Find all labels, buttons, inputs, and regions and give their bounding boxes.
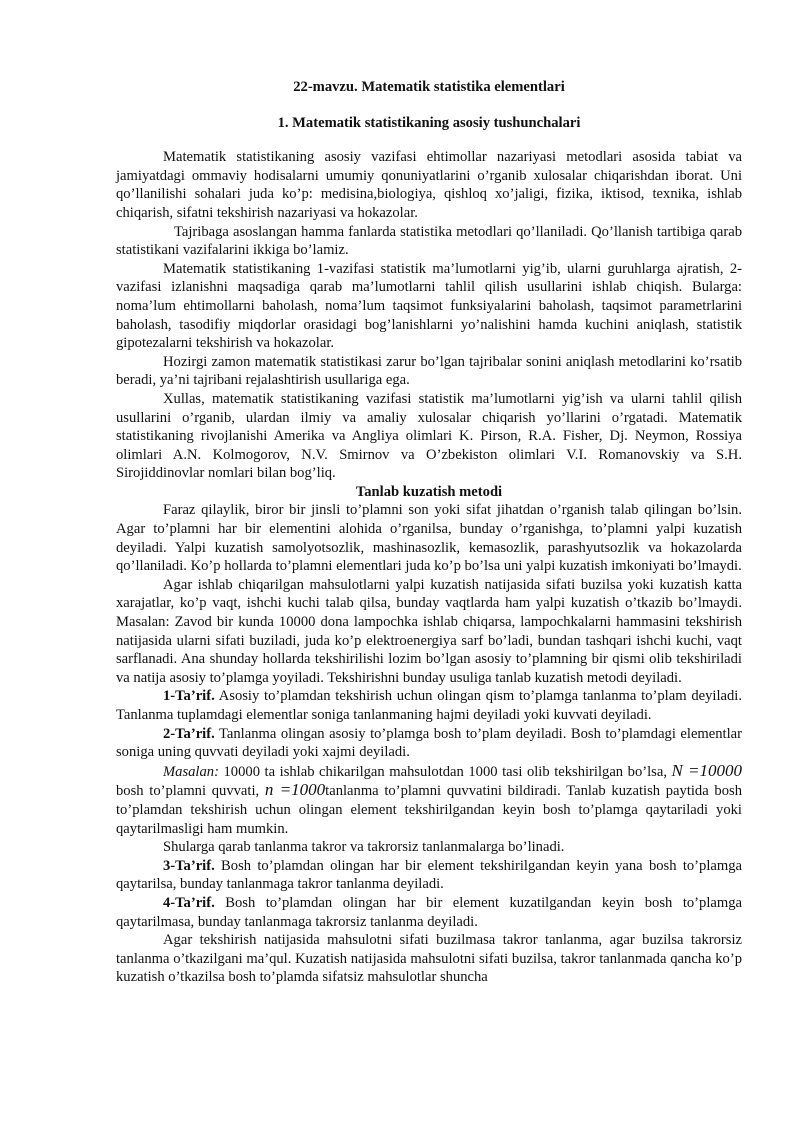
paragraph-ishlab-chiqarish: Agar ishlab chiqarilgan mahsulotlarni yalpi kuzatish natijasida sifati buzilsa yoki kuzatish katta xarajatlar, ko’p vaqt, ishchi kuchi talab qilsa, bunday vaqtlarda ham yalpi kuzatish o’tkazib bo’lmaydi. Masalan: Zavod bir kunda 10000 dona lampochka ishlab chiqarsa, lampochkalarni hammasini tekshirish natijasida ularni sifati buziladi, juda ko’p elektroenergiya sarf bo’ladi, bundan tashqari ishchi kuchi, vaqt sarflanadi. Ana shunday hollarda tekshirilishi lozim bo’lgan asosiy to’plamning bir qismi olib tekshiriladi va natija asosiy to’plamga yoyiladi. Tekshirishni bunday usuliga tanlab kuzatish metodi deyiladi. xyxy=(116,576,742,686)
definition-1 xyxy=(116,687,742,724)
document-title: 22-mavzu. Matematik statistika elementlari xyxy=(293,79,565,95)
definition-4 xyxy=(116,894,742,931)
paragraph-agar-tekshirish: Agar tekshirish natijasida mahsulotni sifati buzilmasa takror tanlanma, agar buzilsa takrorsiz tanlanma o’tkazilgani ma’qul. Kuzatish natijasida mahsulotni sifati buzilsa, takror tanlanmada qancha ko’p kuzatish o’tkazilsa bosh to’plamda sifatsiz mahsulotlar shuncha xyxy=(116,932,742,986)
paragraph-intro: Matematik statistikaning asosiy vazifasi ehtimollar nazariyasi metodlari asosida tabiat va jamiyatdagi ommaviy hodisalarni umumiy qonuniyatlarini o’rganib xulosalar chiqarishdan iborat. Uni qo’llanilishi sohalari juda ko’p: medisina,biologiya, qishloq xo’jaligi, fizika, iktisod, texnika, ishlab chiqarish, sifatni tekshirish nazariyasi va hokazolar. xyxy=(116,149,742,221)
definition-3-text: Bosh to’plamdan olingan har bir element tekshirilgandan keyin yana bosh to’plamga qaytarilsa, bunday tanlanmaga takror tanlanma deyiladi. xyxy=(116,857,742,893)
formula-big-n: N =10000 xyxy=(671,760,742,780)
definition-1-label: 1-Ta’rif. xyxy=(163,688,215,705)
paragraph-faraz: Faraz qilaylik, biror bir jinsli to’plamni son yoki sifat jihatdan o’rganish talab qilingan bo’lsin. Agar to’plamni har bir elementini alohida o’rganilsa, bunday o’rganishga, to’plamni yalpi kuzatish deyiladi. Yalpi kuzatish samolyotsozlik, mashinasozlik, kemasozlik, parashyutsozlik va hokazolarda qo’llaniladi. Ko’p hollarda to’plamni elementlari juda ko’p bo’lsa uni yalpi kuzatish imkoniyati bo’lmaydi. xyxy=(116,502,742,575)
definition-4-text: Bosh to’plamdan olingan har bir element kuzatilgandan keyin bosh to’plamga qaytarilmasa, bunday tanlanmaga takrorsiz tanlanma deyiladi. xyxy=(116,894,742,930)
example-text-3: tanlanma to’plamni quvvatini bildiradi. Tanlab kuzatish paytida bosh to’plamdan tekshirish uchun olingan element tekshirilgandan keyin bosh to’plamga qaytariladi yoki qaytarilmasligi ham mumkin. xyxy=(116,783,742,837)
paragraph-tajriba: Tajribaga asoslangan hamma fanlarda statistika metodlari qo’llaniladi. Qo’llanish tartibiga qarab statistikani vazifalarini ikkiga bo’lamiz. xyxy=(116,223,742,259)
definition-3-label: 3-Ta’rif. xyxy=(163,857,215,874)
definition-3 xyxy=(116,857,742,894)
document-page xyxy=(116,70,742,987)
formula-small-n: n =1000 xyxy=(264,780,326,800)
definition-4-label: 4-Ta’rif. xyxy=(163,894,215,911)
section-subtitle: 1. Matematik statistikaning asosiy tushunchalari xyxy=(277,114,581,131)
paragraph-xullas: Xullas, matematik statistikaning vazifasi statistik ma’lumotlarni yig’ish va ularni tahlil qilish usullarini o’rganib, ulardan ilmiy va amaliy xulosalar chiqarish yo’llarini o’rgatadi. Matematik statistikaning rivojlanishi Amerika va Angliya olimlari K. Pirson, R.A. Fisher, Dj. Neymon, Rossiya olimlari A.N. Kolmogorov, N.V. Smirnov va O’zbekiston olimlari V.I. Romanovskiy va S.H. Sirojiddinovlar nomlari bilan bog’liq. xyxy=(116,390,742,482)
example-label: Masalan: xyxy=(163,763,219,780)
example-text-1: 10000 ta ishlab chikarilgan mahsulotdan 1000 tasi olib tekshirilgan bo’lsa, xyxy=(218,763,672,780)
definition-1-text: Asosiy to’plamdan tekshirish uchun olingan qism to’plamga tanlanma to’plam deyiladi. Tanlanma tuplamdagi elementlar soniga tanlanmaning hajmi deyiladi yoki kuvvati deyiladi. xyxy=(116,688,742,723)
paragraph-hozirgi: Hozirgi zamon matematik statistikasi zarur bo’lgan tajribalar sonini aniqlash metodlarini ko’rsatib beradi, ya’ni tajribani rejalashtirish usullariga ega. xyxy=(116,353,742,389)
paragraph-vazifalar: Matematik statistikaning 1-vazifasi statistik ma’lumotlarni yig’ib, ularni guruhlarga ajratish, 2-vazifasi izlanishni maqsadiga qarab ma’lumotlarni tahlil qilish usullarini ishlab chiqish. Bularga: noma’lum ehtimollarni baholash, noma’lum taqsimot funksiyalarini baholash, taqsimot parametrlarini baholash, tasodifiy miqdorlar orasidagi bog’lanishlarni yo’nalishini hamda kuchini aniqlash, statistik gipotezalarni tekshirish va hokazolar. xyxy=(116,260,742,352)
paragraph-shularga: Shularga qarab tanlanma takror va takrorsiz tanlanmalarga bo’linadi. xyxy=(163,839,565,856)
example-text-2: bosh to’plamni quvvati, xyxy=(116,783,265,800)
section-heading: Tanlab kuzatish metodi xyxy=(355,483,503,500)
definition-2 xyxy=(116,725,742,762)
definition-2-text: Tanlanma olingan asosiy to’plamga bosh to’plam deyiladi. Bosh to’plamdagi elementlar soniga uning quvvati deyiladi yoki xajmi deyiladi. xyxy=(116,725,742,761)
definition-2-label: 2-Ta’rif. xyxy=(163,725,215,742)
example-paragraph xyxy=(116,762,742,838)
